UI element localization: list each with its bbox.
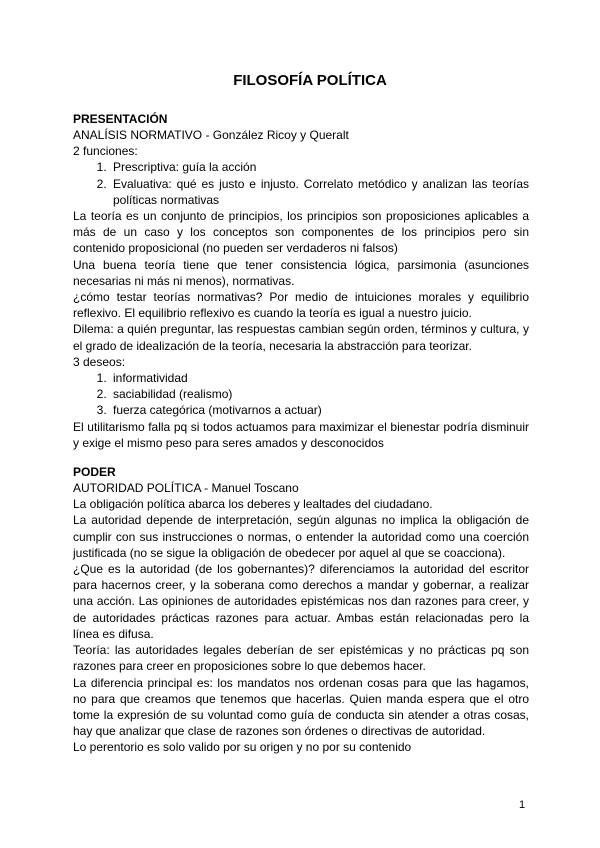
paragraph: El utilitarismo falla pq si todos actuamos para maximizar el bienestar podría disminuir y exige el mismo peso para seres amados y desconocidos [73,419,529,450]
functions-list [73,159,529,208]
functions-intro: 2 funciones: [73,144,138,159]
section-poder [73,464,529,755]
paragraph: La autoridad depende de interpretación, según algunas no implica la obligación de cumplir con sus instrucciones o normas, o entender la autoridad como una coerción justificada (no se sigue la obligación de obedecer por aquel al que se coacciona). [73,513,529,560]
section-heading-poder: PODER [73,465,116,480]
document-page [73,70,529,756]
list-item: 2. Evaluativa: qué es justo e injusto. Correlato metódico y analizan las teorías políticas normativas [110,176,529,208]
section-subheading-autoridad-politica: AUTORIDAD POLÍTICA - Manuel Toscano [73,481,299,496]
paragraph: La obligación política abarca los deberes y lealtades del ciudadano. [73,497,433,512]
paragraph: Una buena teoría tiene que tener consistencia lógica, parsimonia (asunciones necesarias ni más ni menos), normativas. [73,257,529,288]
list-item: 2. saciabilidad (realismo) [110,386,529,402]
section-spacer [73,451,529,464]
document-title: FILOSOFÍA POLÍTICA [233,72,387,89]
list-item: 1. Prescriptiva: guía la acción [110,159,529,175]
paragraph: Teoría: las autoridades legales deberían de ser epistémicas y no prácticas pq son razones para creer en proposiciones sobre lo que debemos hacer. [73,643,529,674]
paragraph: Dilema: a quién preguntar, las respuestas cambian según orden, términos y cultura, y el grado de idealización de la teoría, necesaria la abstracción para teorizar. [73,322,529,353]
section-subheading-analisis-normativo: ANALÍSIS NORMATIVO - González Ricoy y Queralt [73,128,349,142]
paragraph: Lo perentorio es solo valido por su origen y no por su contenido [73,740,412,755]
paragraph: La teoría es un conjunto de principios, los principios son proposiciones aplicables a más de un caso y los conceptos son componentes de los principios pero sin contenido proposicional (no pueden ser verdaderos ni falsos) [73,209,529,256]
paragraph: ¿Que es la autoridad (de los gobernantes)? diferenciamos la autoridad del escritor para hacernos creer, y la soberana como derechos a mandar y gobernar, a realizar una acción. Las opiniones de autoridades epistémicas nos dan razones para creer, y de autoridades prácticas razones para actuar. Ambas están relacionadas pero la línea es difusa. [73,562,529,641]
paragraph: ¿cómo testar teorías normativas? Por medio de intuiciones morales y equilibrio reflexivo. El equilibrio reflexivo es cuando la teoría es igual a nuestro juicio. [73,290,529,321]
page-number: 1 [519,799,526,811]
list-item: 3. fuerza categórica (motivarnos a actuar) [110,402,529,418]
section-presentacion [73,111,529,451]
section-heading-presentacion: PRESENTACIÓN [73,112,168,126]
wishes-list [73,370,529,419]
wishes-intro: 3 deseos: [73,354,126,369]
paragraph: La diferencia principal es: los mandatos nos ordenan cosas para que las hagamos, no para que creamos que tenemos que hacerlas. Quien manda espera que el otro tome la expresión de su voluntad como guía de conducta sin atender a otras cosas, hay que analizar que clase de razones son órdenes o directivas de autoridad. [73,675,529,739]
list-item: 1. informatividad [110,370,529,386]
